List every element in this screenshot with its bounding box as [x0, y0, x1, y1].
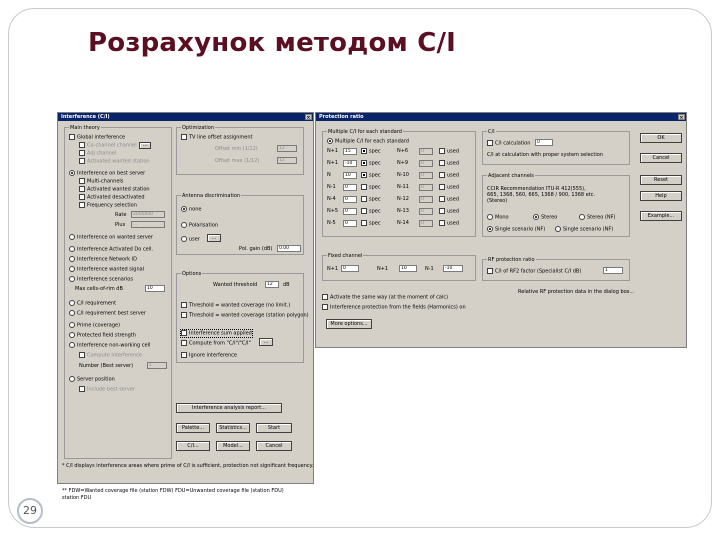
- plus-field[interactable]: ...: [131, 221, 165, 228]
- adjacent-radio-3[interactable]: Stereo (NF): [579, 214, 615, 221]
- ci-row-spec-check[interactable]: spec: [361, 220, 381, 227]
- rf-check[interactable]: C/I of RF2 factor (Specialist C/I dB): [487, 268, 581, 275]
- option2-radio-3[interactable]: Prime (coverage): [69, 322, 120, 329]
- ci-row-spec-check[interactable]: spec: [361, 172, 381, 179]
- pol-gain-label: Pol. gain (dB): [239, 246, 273, 252]
- fixed-n-label: N+1: [377, 266, 389, 272]
- ci-row-used-check[interactable]: used: [439, 160, 459, 167]
- ci-row-spec-check[interactable]: spec: [361, 196, 381, 203]
- best-sub-1[interactable]: Multi-channels: [79, 178, 123, 185]
- ci-row-field-2[interactable]: 0: [419, 208, 433, 215]
- wanted-threshold-label: Wanted threshold: [213, 282, 258, 288]
- option-radio-2[interactable]: Interference Activated Do cell.: [69, 246, 153, 253]
- statistics-button[interactable]: Statistics...: [216, 423, 250, 433]
- footnote-1: * C/I displays interference areas where prime of C/I is sufficient, protection not significant frequency.: [62, 463, 314, 469]
- model-button[interactable]: Model...: [216, 441, 250, 451]
- ci-row-spec-check[interactable]: spec: [361, 160, 381, 167]
- server-position-radio[interactable]: Server position: [69, 376, 115, 383]
- best-sub-3[interactable]: Activated desactivated: [79, 194, 145, 201]
- ci-row-label-2: N-11: [397, 184, 409, 190]
- adjacent-title: Adjacent channels: [488, 173, 534, 179]
- ci-row-field[interactable]: 0: [343, 184, 357, 191]
- rate-label: Rate: [115, 212, 127, 218]
- threshold-check-2[interactable]: Threshold = wanted coverage (station polygon): [181, 312, 309, 319]
- rf-group: [482, 259, 630, 281]
- rf-field[interactable]: 1: [603, 267, 623, 274]
- offset-min-field[interactable]: 12: [277, 145, 297, 152]
- ci-row-label: N: [327, 172, 331, 178]
- ci-row-field[interactable]: 15: [343, 148, 357, 155]
- ci-group-title: C/I: [488, 129, 495, 135]
- adjacent-radio-2[interactable]: Stereo: [533, 214, 557, 221]
- threshold-check-1[interactable]: Threshold = wanted coverage (no limit.): [181, 302, 290, 309]
- ci-row-field[interactable]: 10: [343, 172, 357, 179]
- options-title: Options: [182, 271, 202, 277]
- adjacent-radio-5[interactable]: Single scenario (NF): [555, 226, 613, 233]
- fixed-channel-title: Fixed channel: [328, 253, 363, 259]
- ci-row-used-check[interactable]: used: [439, 220, 459, 227]
- main-theory-group: [64, 127, 172, 459]
- ci-row-label: N-5: [327, 220, 336, 226]
- ci-row-spec-check[interactable]: spec: [361, 208, 381, 215]
- palette-button[interactable]: Palette...: [176, 423, 210, 433]
- number-field[interactable]: 1: [147, 362, 167, 369]
- ci-row-label-2: N-12: [397, 196, 409, 202]
- page-number: 29: [17, 498, 43, 524]
- ci-row-used-check[interactable]: used: [439, 184, 459, 191]
- protection-note: Relative RF protection data in the dialog box...: [518, 289, 635, 295]
- antenna-user-button[interactable]: ...: [207, 234, 221, 242]
- antenna-title: Antenna discrimination: [182, 193, 241, 199]
- bottom-check-1[interactable]: Activate the same way (at the moment of calc): [322, 294, 448, 301]
- ci-row-label-2: N-13: [397, 208, 409, 214]
- footnote-3: station FDU: [62, 495, 92, 501]
- global-interference-check[interactable]: Global interference: [69, 134, 125, 141]
- ci-row-label-2: N+6: [397, 148, 409, 154]
- fixed-channel-group: [322, 255, 476, 281]
- global-sub-button[interactable]: ...: [139, 142, 151, 149]
- protection-title: Protection ratio: [319, 114, 364, 120]
- ci-button[interactable]: C/I...: [176, 441, 210, 451]
- pol-gain-field[interactable]: 0.00: [277, 245, 301, 252]
- max-cells-label: Max cells-of-rim dB: [75, 286, 123, 292]
- fixed-n-field[interactable]: 10: [399, 265, 417, 272]
- rate-field[interactable]: 2000000: [131, 211, 165, 218]
- help-button[interactable]: Help: [640, 191, 682, 201]
- multiple-ci-group: [322, 131, 476, 237]
- ci-row-label-2: N-10: [397, 172, 409, 178]
- interference-dialog: [57, 112, 314, 501]
- ci-row-label: N+1: [327, 160, 339, 166]
- protection-titlebar: [316, 113, 686, 121]
- footnote-2: ** FDW=Wanted coverage file (station FDW) FDU=Unwanted coverage file (station FDU): [62, 488, 284, 494]
- option2-radio-4[interactable]: Protected field strength: [69, 332, 136, 339]
- ci-row-field[interactable]: -10: [343, 160, 357, 167]
- ci-row-field-2[interactable]: 0: [419, 196, 433, 203]
- antenna-polarisation-radio[interactable]: Polarisation: [181, 222, 218, 229]
- ci-row-field-2[interactable]: 0: [419, 220, 433, 227]
- optimization-group: [176, 127, 304, 175]
- antenna-user-radio[interactable]: user: [181, 236, 200, 243]
- option-radio-4[interactable]: Interference wanted signal: [69, 266, 144, 273]
- ci-row-label: N+5: [327, 208, 339, 214]
- ci-row-field-2[interactable]: 0: [419, 184, 433, 191]
- fixed-n1-label: N+1: [327, 266, 339, 272]
- offset-max-field[interactable]: 12: [277, 157, 297, 164]
- option2-radio-2[interactable]: C/I requirement best server: [69, 310, 146, 317]
- ci-row-label: N-4: [327, 196, 336, 202]
- fixed-n1-field[interactable]: 0: [341, 265, 359, 272]
- start-button[interactable]: Start: [256, 423, 292, 433]
- ci-row-field[interactable]: 0: [343, 196, 357, 203]
- max-cells-field[interactable]: 10: [145, 285, 165, 292]
- plus-label: Plus: [115, 222, 126, 228]
- global-sub-1[interactable]: Co-channel channel: [79, 142, 137, 149]
- ci-row-field[interactable]: 0: [343, 220, 357, 227]
- adjacent-radio-4[interactable]: Single scenario (NF): [487, 226, 545, 233]
- rf-title: RF protection ratio: [488, 257, 535, 263]
- multiple-ci-title: Multiple C/I for each standard: [328, 129, 402, 135]
- interference-report-button[interactable]: Interference analysis report...: [176, 403, 282, 413]
- wanted-threshold-field[interactable]: 12: [265, 281, 279, 288]
- ci-row-used-check[interactable]: used: [439, 148, 459, 155]
- compute-from-check[interactable]: Compute from "C/I"/"C/I": [181, 340, 251, 347]
- optimization-title: Optimization: [182, 125, 214, 131]
- fixed-n2-field[interactable]: -10: [443, 265, 463, 272]
- ci-calc-field[interactable]: 0: [535, 139, 553, 146]
- offset-min-label: Offset min (1/12): [215, 146, 258, 152]
- ci-row-label-2: N-14: [397, 220, 409, 226]
- multiple-ci-radio[interactable]: Multiple C/I for each standard: [327, 138, 409, 145]
- adjacent-text: CCIR Recommendation ITU-R 412(555), 665, 1368, 560, 665, 1368 / 900, 1368 etc. (Stereo): [487, 186, 596, 204]
- number-label: Number (Best server): [79, 363, 134, 369]
- ci-calc-check[interactable]: C/I calculation: [487, 140, 530, 147]
- best-sub-4[interactable]: Frequency selection: [79, 202, 137, 209]
- option-radio-1[interactable]: Interference on wanted server: [69, 234, 153, 241]
- option2-radio-1[interactable]: C/I requirement: [69, 300, 116, 307]
- reset-button[interactable]: Reset: [640, 175, 682, 185]
- ci-row-field-2[interactable]: 0: [419, 160, 433, 167]
- interference-best-server-radio[interactable]: Interference on best server: [69, 170, 145, 177]
- adjacent-radio-1[interactable]: Mono: [487, 214, 509, 221]
- protection-cancel-button[interactable]: Cancel: [640, 153, 682, 163]
- ci-row-label-2: N+9: [397, 160, 409, 166]
- ci-row-spec-check[interactable]: spec: [361, 148, 381, 155]
- ok-button[interactable]: OK: [640, 133, 682, 143]
- ci-row-field-2[interactable]: 0: [419, 148, 433, 155]
- ci-group: [482, 131, 630, 165]
- ci-note: C/I at calculation with proper system selection: [487, 152, 604, 158]
- ci-row-used-check[interactable]: used: [439, 172, 459, 179]
- more-options-button[interactable]: More options...: [326, 319, 372, 329]
- ci-row-used-check[interactable]: used: [439, 208, 459, 215]
- interference-sum-check[interactable]: Interference sum applied: [181, 330, 252, 337]
- option2-radio-5[interactable]: Interference non-working cell: [69, 342, 150, 349]
- main-theory-title: Main theory: [70, 125, 100, 131]
- option-radio-5[interactable]: Interference scenarios: [69, 276, 133, 283]
- ci-row-label: N+1: [327, 148, 339, 154]
- worst-server-check[interactable]: Include best server: [79, 386, 135, 393]
- tv-offset-check[interactable]: TV line offset assignment: [181, 134, 253, 141]
- ci-row-spec-check[interactable]: spec: [361, 184, 381, 191]
- ci-row-used-check[interactable]: used: [439, 196, 459, 203]
- ignore-interference-check[interactable]: Ignore interference: [181, 352, 237, 359]
- protection-dialog: [315, 112, 687, 348]
- antenna-group: [176, 195, 304, 255]
- global-sub-2[interactable]: Adj channel: [79, 150, 116, 157]
- close-icon[interactable]: ×: [679, 115, 684, 121]
- compute-interference-check[interactable]: Compute interference: [79, 352, 142, 359]
- bottom-check-2[interactable]: Interference protection from the fields (Harmonics) on: [322, 304, 466, 311]
- compute-from-button[interactable]: ...: [259, 338, 273, 346]
- example-button[interactable]: Example...: [640, 211, 682, 221]
- options-group: [176, 271, 309, 363]
- ci-row-field-2[interactable]: 0: [419, 172, 433, 179]
- ci-row-label: N-1: [327, 184, 336, 190]
- fixed-n2-label: N-1: [425, 266, 434, 272]
- ci-row-field[interactable]: 0: [343, 208, 357, 215]
- slide-title: Розрахунок методом С/І: [88, 28, 457, 58]
- cancel-button[interactable]: Cancel: [256, 441, 292, 451]
- offset-max-label: Offset max (1/12): [215, 158, 260, 164]
- interference-title: Interference (C/I): [61, 114, 110, 120]
- global-sub-3[interactable]: Activated wanted station: [79, 158, 150, 165]
- option-radio-3[interactable]: Interference Network ID: [69, 256, 137, 263]
- adjacent-group: [482, 175, 630, 237]
- close-icon[interactable]: ×: [306, 115, 311, 121]
- interference-titlebar: [58, 113, 313, 121]
- antenna-none-radio[interactable]: none: [181, 206, 201, 213]
- best-sub-2[interactable]: Activated wanted station: [79, 186, 150, 193]
- wanted-threshold-unit: dB: [283, 282, 290, 288]
